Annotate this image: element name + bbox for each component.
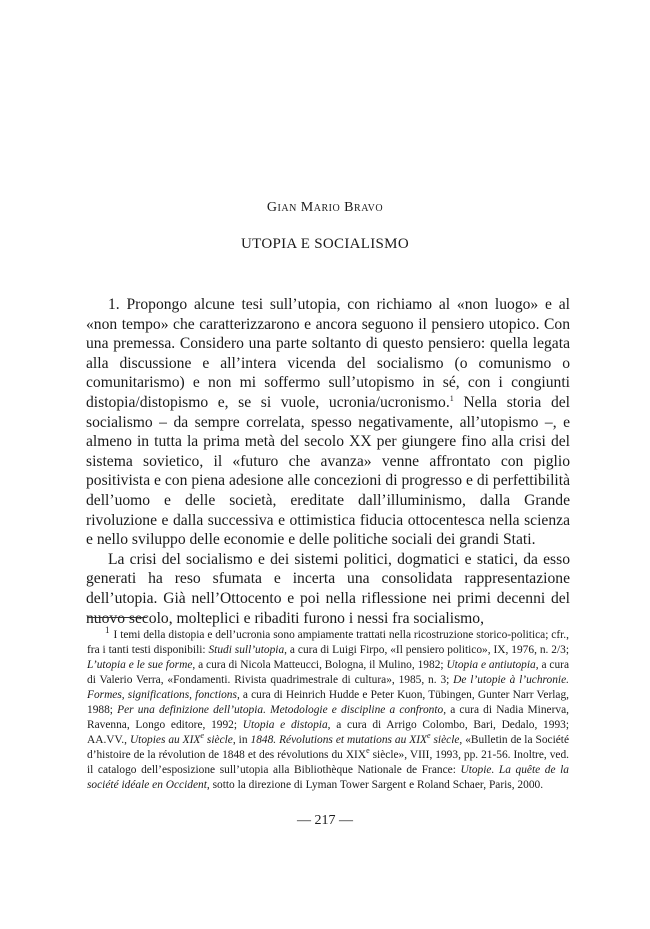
footnote-work-title: Per una definizione dell’utopia. Metodologie e discipline a confronto xyxy=(117,704,444,716)
footnote-segment: , a cura di Luigi Firpo, «Il pensiero politico», IX, 1976, n. 2/3; xyxy=(284,644,569,656)
footnote-work-title-part: Utopies au XIX xyxy=(129,734,201,746)
footnote-segment: siècle», VIII, 1993, pp. 21-56. Inoltre, ved. il catalogo dell’esposizione sull’utopia alla Bibliothèque Nationale de France: xyxy=(87,749,569,776)
footnote-work-title: De l’utopie à l’uchronie. Formes, significations, fonctions xyxy=(87,674,569,701)
footnote-1 xyxy=(87,625,570,793)
footnote-text xyxy=(87,625,570,793)
chapter-title: UTOPIA E SOCIALISMO xyxy=(241,236,409,252)
footnote-separator xyxy=(87,617,147,618)
footnote-work-title: Utopia e antiutopia xyxy=(446,659,536,671)
footnote-segment: I temi della distopia e dell’ucronia sono ampiamente trattati nella ricostruzione storico-politica; cfr., fra i tanti testi disponibili: xyxy=(87,629,569,656)
footnote-work-title-part: 1848. Révolutions et mutations au XIX xyxy=(250,734,427,746)
footnote-marker[interactable]: 1 xyxy=(449,393,454,403)
footnote-work-title: Studi sull’utopia xyxy=(208,644,285,656)
footnote-work-title xyxy=(250,731,460,746)
superscript: e xyxy=(366,746,370,756)
footnote-segment: , in xyxy=(232,734,251,746)
footnote-number: 1 xyxy=(105,625,110,636)
paragraph-1-text-a: 1. Propongo alcune tesi sull’utopia, con richiamo al «non luogo» e al «non tempo» che caratterizzarono e ancora seguono il pensiero utopico. Con una premessa. Considero una parte soltanto di questo pensiero: quella legata alla discussione e all’intera vicenda del socialismo (o comunismo o comunitarismo) e non mi soffermo sull’utopismo in sé, con i congiunti distopia/distopismo e, se si vuole, ucronia/ucronismo. xyxy=(86,296,570,411)
superscript: e xyxy=(200,731,204,741)
footnote-work-title: Utopia e distopia xyxy=(242,719,328,731)
footnote-work-title-part: siècle xyxy=(430,734,460,746)
footnote-segment: , «Bulletin de la Société d’histoire de la révolution de 1848 et des révolutions du XIX xyxy=(87,734,570,761)
footnote-segment: , a cura di Arrigo Colombo, Bari, Dedalo, 1993; AA.VV., xyxy=(87,719,569,746)
footnote-work-title-part: siècle xyxy=(203,734,233,746)
footnote-segment: , a cura di Nicola Matteucci, Bologna, il Mulino, 1982; xyxy=(192,659,447,671)
paragraph-2: La crisi del socialismo e dei sistemi politici, dogmatici e statici, da esso generati ha reso sfumata e incerta una consolidata rappresentazione dell’utopia. Già nell’Ottocento e poi nella riflessione nei primi decenni del nuovo secolo, molteplici e ribaditi furono i nessi fra socialismo, xyxy=(86,550,570,627)
footnote-segment: , a cura di Valerio Verra, «Fondamenti. Rivista quadrimestrale di cultura», 1985, n. 3; xyxy=(87,659,570,686)
footnote-work-title: Utopie. La quête de la société idéale en Occident xyxy=(87,764,569,791)
footnote-work-title xyxy=(129,731,233,746)
superscript: e xyxy=(426,731,431,741)
main-text xyxy=(86,295,570,628)
footnote-segment: , a cura di Heinrich Hudde e Peter Kuon, Tübingen, Gunter Narr Verlag, 1988; xyxy=(87,689,569,716)
paragraph-1 xyxy=(86,295,570,550)
author-name: Gian Mario Bravo xyxy=(266,200,384,215)
footnote-segment: , a cura di Nadia Minerva, Ravenna, Longo editore, 1992; xyxy=(87,704,569,731)
footnote-segment: , sotto la direzione di Lyman Tower Sargent e Roland Schaer, Paris, 2000. xyxy=(206,779,544,791)
page-number: — 217 — xyxy=(297,813,353,828)
footnote-work-title: L’utopia e le sue forme xyxy=(87,659,193,671)
paragraph-1-text-b: Nella storia del socialismo – da sempre correlata, spesso negativamente, all’utopismo –, e almeno in tutta la prima metà del secolo XX per giungere fino alla crisi del sistema sovietico, il «futuro che avanza» venne affrontato con piglio positivista e con piena adesione alle concezioni di progresso e di perfettibilità dell’uomo e delle società, ereditate dall’illuminismo, dalla Grande rivoluzione e dalla successiva e ottimistica fiducia ottocentesca nella scienza e nello sviluppo delle economie e delle politiche sociali dei grandi Stati. xyxy=(86,393,570,549)
